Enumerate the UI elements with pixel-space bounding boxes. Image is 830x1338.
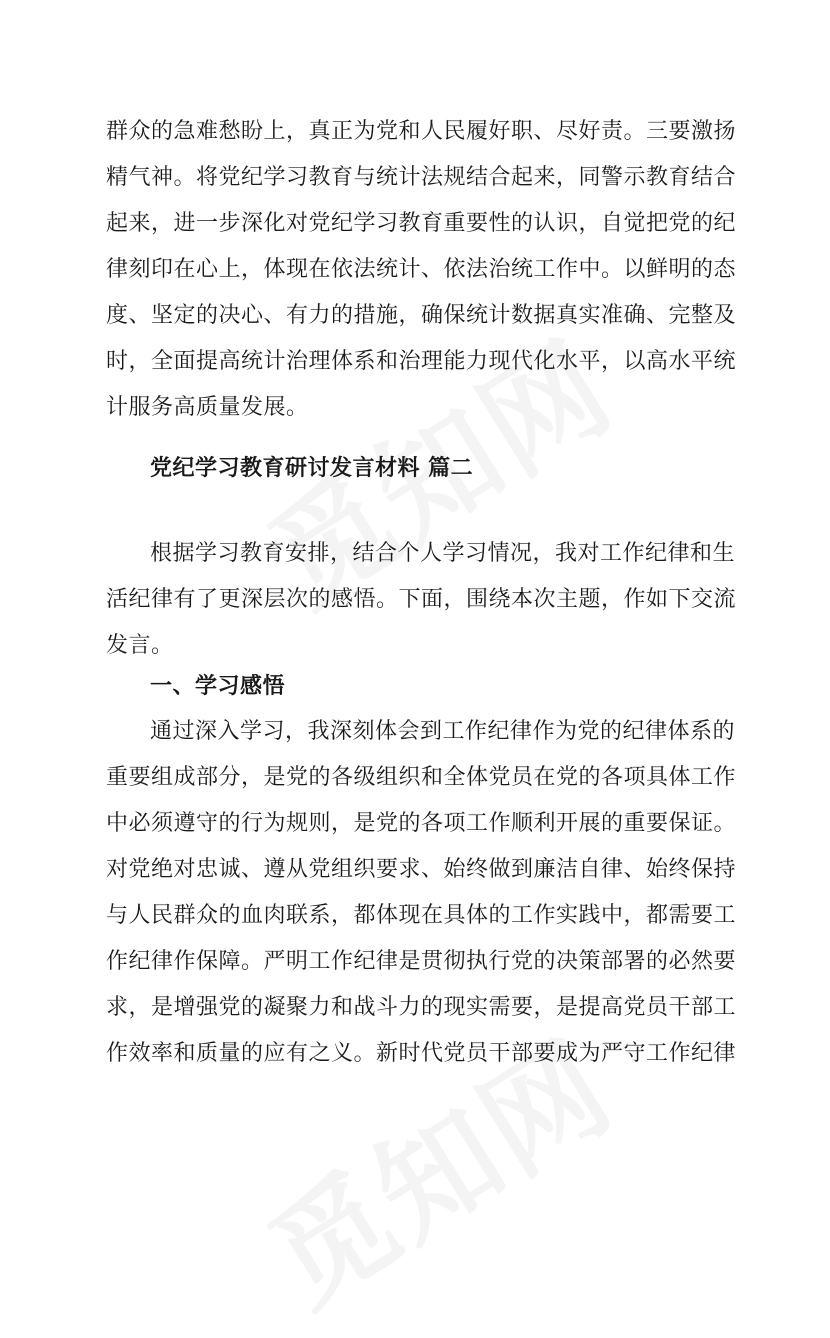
text-line: 根据学习教育安排，结合个人学习情况，我对工作纪律和生: [150, 541, 736, 566]
text-line: 度、坚定的决心、有力的措施，确保统计数据真实准确、完整及: [106, 303, 737, 328]
subheading: 一、学习感悟: [150, 673, 286, 699]
text-line: 作纪律作保障。严明工作纪律是贯彻执行党的决策部署的必然要: [106, 949, 737, 974]
text-line: 通过深入学习，我深刻体会到工作纪律作为党的纪律体系的: [150, 719, 736, 744]
text-line: 群众的急难愁盼上，真正为党和人民履好职、尽好责。三要激扬: [106, 119, 737, 144]
text-line: 活纪律有了更深层次的感悟。下面，围绕本次主题，作如下交流: [106, 587, 737, 612]
text-line: 重要组成部分，是党的各级组织和全体党员在党的各项具体工作: [106, 765, 737, 790]
text-line: 时，全面提高统计治理体系和治理能力现代化水平，以高水平统: [106, 349, 737, 374]
text-line: 计服务高质量发展。: [106, 395, 309, 420]
text-line: 律刻印在心上，体现在依法统计、依法治统工作中。以鲜明的态: [106, 257, 737, 282]
section-title: 党纪学习教育研讨发言材料 篇二: [150, 455, 474, 481]
text-line: 求，是增强党的凝聚力和战斗力的现实需要，是提高党员干部工: [106, 995, 737, 1020]
text-line: 精气神。将党纪学习教育与统计法规结合起来，同警示教育结合: [106, 165, 737, 190]
text-line: 对党绝对忠诚、遵从党组织要求、始终做到廉洁自律、始终保持: [106, 857, 737, 882]
text-line: 起来，进一步深化对党纪学习教育重要性的认识，自觉把党的纪: [106, 211, 737, 236]
text-line: 发言。: [106, 633, 174, 658]
text-line: 与人民群众的血肉联系，都体现在具体的工作实践中，都需要工: [106, 903, 737, 928]
text-line: 中必须遵守的行为规则，是党的各项工作顺利开展的重要保证。: [106, 811, 737, 836]
text-line: 作效率和质量的应有之义。新时代党员干部要成为严守工作纪律: [106, 1041, 737, 1066]
